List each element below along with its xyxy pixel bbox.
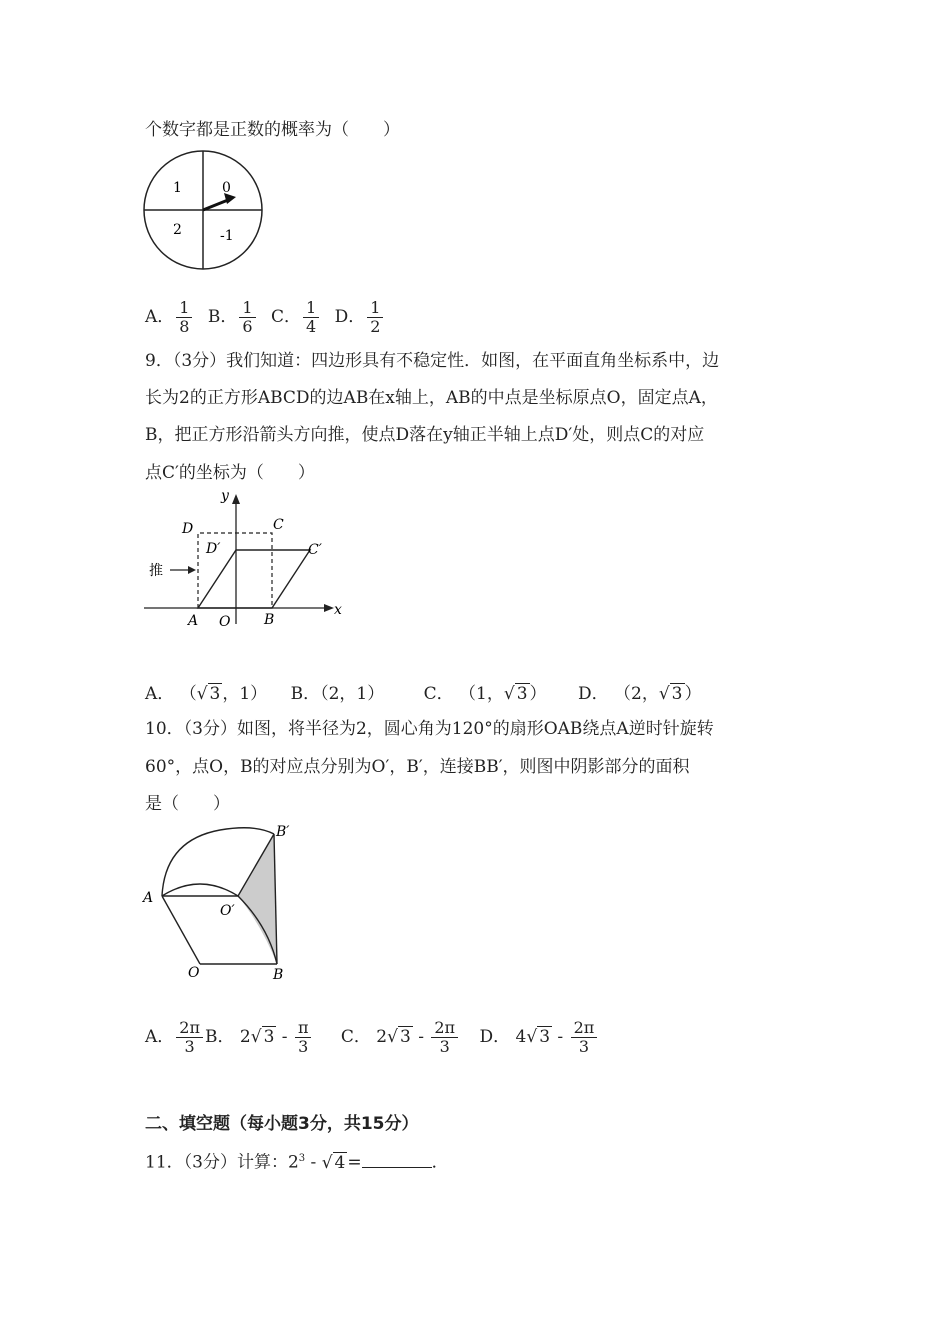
label-y: y [221, 488, 229, 504]
label-b-prime: B′ [276, 824, 290, 840]
q9-options [145, 682, 702, 706]
q11-text: 11．（3分）计算：$2^3$ - √ 4 = ． [145, 1152, 449, 1173]
spinner-label-neg1: -1 [220, 228, 234, 244]
q10-line-3: 是（ ） [145, 794, 230, 814]
spinner-label-0: 0 [222, 180, 231, 196]
label-o: O [188, 965, 200, 981]
label-b: B [264, 612, 275, 628]
label-a: A [143, 890, 154, 906]
q9-line-4: 点C′的坐标为（ ） [145, 463, 315, 483]
spinner-label-2: 2 [173, 222, 182, 238]
square-push-figure [140, 488, 350, 633]
q9-option-a: A． （√ 3 ，1） [145, 684, 268, 704]
sector-rotation-figure [140, 822, 300, 982]
q8-text: 个数字都是正数的概率为（ ） [145, 120, 400, 140]
q8-options [145, 298, 385, 336]
label-o-prime: O′ [220, 903, 235, 919]
q8-option-a: A． $\frac{1}{8}$ [145, 298, 194, 336]
q8-option-c: C． $\frac{1}{4}$ [271, 298, 321, 336]
q8-option-d: D． $\frac{1}{2}$ [335, 298, 386, 336]
spinner-label-1: 1 [173, 180, 182, 196]
q9-option-d: D． （2，√ 3 ） [577, 684, 702, 704]
label-o: O [219, 614, 231, 630]
q10-line-1: 10．（3分）如图，将半径为2，圆心角为120°的扇形OAB绕点A逆时针旋转 [145, 719, 714, 739]
q10-option-b: B． 2√ 3 - $\frac{\pi}{3}$ [205, 1016, 313, 1058]
label-b: B [273, 967, 284, 982]
label-push: 推 [149, 563, 163, 579]
q9-line-2: 长为2的正方形ABCD的边AB在x轴上，AB的中点是坐标原点O，固定点A， [145, 388, 718, 408]
label-d: D [182, 521, 194, 537]
q9-line-1: 9．（3分）我们知道：四边形具有不稳定性．如图，在平面直角坐标系中，边 [145, 351, 720, 371]
label-c: C [273, 517, 284, 533]
label-a: A [188, 613, 199, 629]
label-c-prime: C′ [308, 542, 322, 558]
label-d-prime: D′ [206, 541, 221, 557]
q9-option-c: C． （1，√ 3 ） [423, 684, 547, 704]
q8-option-b: B． $\frac{1}{6}$ [208, 298, 258, 336]
spinner-figure [140, 148, 270, 273]
q10-options [145, 1016, 599, 1058]
q11-answer-blank[interactable] [362, 1151, 432, 1168]
q10-line-2: 60°，点O，B的对应点分别为O′，B′，连接BB′，则图中阴影部分的面积 [145, 757, 690, 777]
q10-option-a: A． $\frac{2\pi}{3}$ [145, 1016, 205, 1058]
label-x: x [334, 602, 342, 618]
section-2-heading: 二、填空题（每小题3分，共15分） [145, 1114, 419, 1134]
q10-option-c: C． 2√ 3 - $\frac{2\pi}{3}$ [341, 1016, 460, 1058]
q10-option-d: D． 4√ 3 - $\frac{2\pi}{3}$ [479, 1016, 599, 1058]
q9-line-3: B，把正方形沿箭头方向推，使点D落在y轴正半轴上点D′处，则点C的对应 [145, 425, 705, 445]
q9-option-b: B．（2，1） [290, 684, 385, 704]
